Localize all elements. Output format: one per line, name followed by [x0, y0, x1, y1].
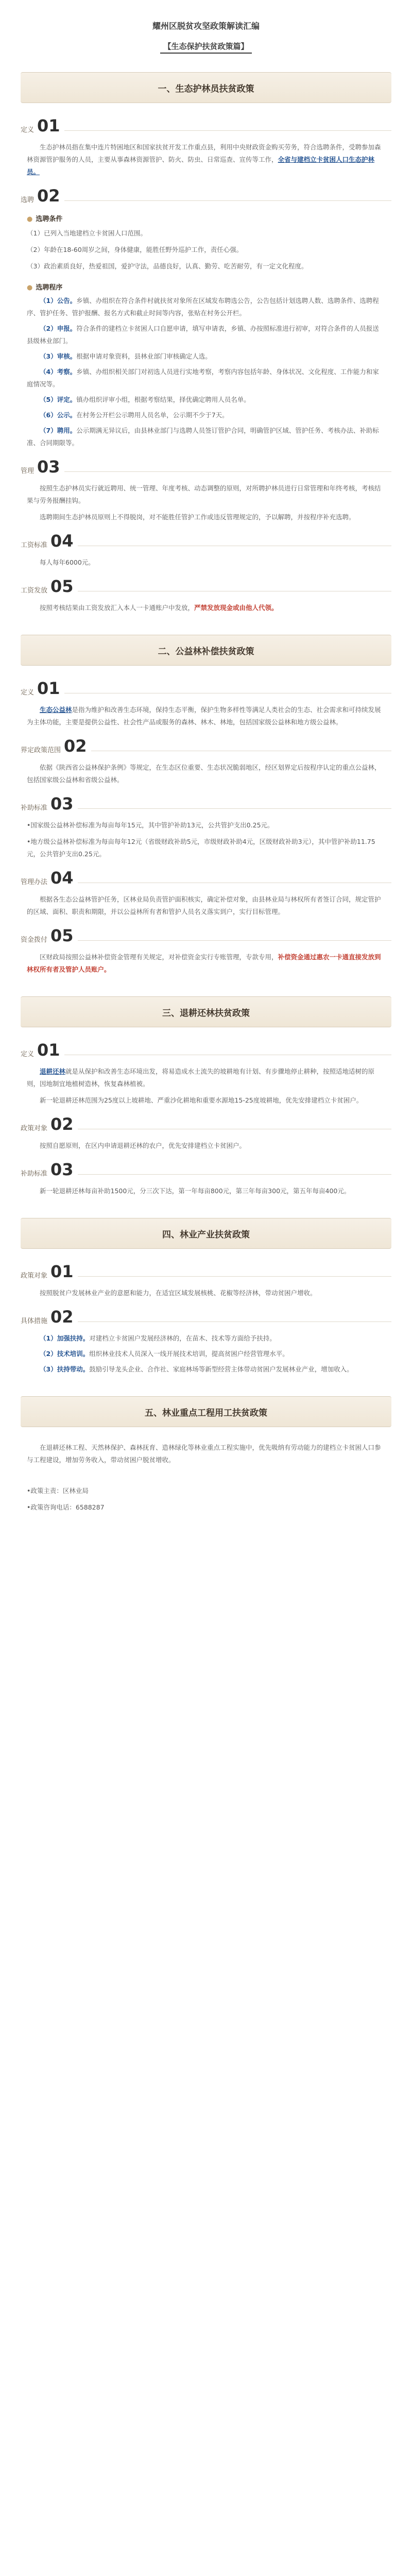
- std-heading: 补助标准 03: [21, 795, 391, 812]
- paragraph: 在退耕还林工程、天然林保护、森林抚育、造林绿化等林业重点工程实施中，优先吸纳有劳动能力的建档立卡贫困人口参与工程建设，增加劳务收入，带动贫困户脱贫增收。: [27, 1444, 381, 1464]
- list-item: （4）考察。乡镇、办组织相关部门对初选人员进行实地考察，考察内容包括年龄、身体状况、文化程度、工作能力和家庭情况等。: [27, 368, 379, 388]
- paragraph: 退耕还林就是从保护和改善生态环境出发，将易造成水土流失的坡耕地有计划、有步骤地停止耕种，按照适地适树的原则，因地制宜地植树造林，恢复森林植被。: [27, 1067, 375, 1088]
- list-item: （2）申报。符合条件的建档立卡贫困人口自愿申请，填写申请表，乡镇、办按照标准进行初审，对符合条件的人员报送县级林业部门。: [27, 325, 379, 345]
- list-item: （3）扶持带动。鼓励引导龙头企业、合作社、家庭林场等新型经营主体带动贫困户发展林业产业，增加收入。: [40, 1365, 353, 1373]
- mgmt-heading: 管理办法 04: [21, 870, 391, 886]
- paragraph: 选聘期间生态护林员原则上不得脱岗，对不能胜任管护工作或违反管理规定的，予以解聘，并按程序补充选聘。: [40, 513, 355, 521]
- section-title: 五、林业重点工程用工扶贫政策: [21, 1396, 391, 1427]
- meas-heading: 具体措施 02: [21, 1309, 391, 1325]
- def-heading: 定义 01: [21, 680, 391, 697]
- paragraph: 按照考核结果由工资发放汇入本人一卡通账户中发放，严禁发放现金或由他人代领。: [40, 604, 278, 612]
- cond-heading: 选聘 02: [21, 188, 391, 204]
- section-forestry-employment: [0, 1396, 412, 1514]
- paragraph: 按照生态护林员实行就近聘用、统一管理、年度考核、动态调整的原则，对所聘护林员进行日常管理和年终考核，考核结果与劳务报酬挂钩。: [27, 484, 381, 504]
- list-item: •地方级公益林补偿标准为每亩每年12元（省级财政补助5元，市级财政补助4元，区级财政补助3元），其中管护补助11.75元，公共管护支出0.25元。: [27, 838, 375, 858]
- paragraph: 按照脱贫户发展林业产业的意愿和能力，在适宜区域发展核桃、花椒等经济林，带动贫困户增收。: [40, 1289, 317, 1297]
- paragraph: 按照自愿原则，在区内申请退耕还林的农户，优先安排建档立卡贫困户。: [40, 1142, 246, 1149]
- obj-heading: 政策对象 01: [21, 1263, 391, 1280]
- pay-heading: 工资发放 05: [21, 578, 391, 595]
- list-item: •国家级公益林补偿标准为每亩每年15元，其中管护补助13元，公共管护支出0.25元。: [27, 821, 274, 829]
- section-title: 四、林业产业扶贫政策: [21, 1218, 391, 1249]
- paragraph: 新一轮退耕还林每亩补助1500元，分三次下达，第一年每亩800元，第三年每亩300元，第五年每亩400元。: [40, 1187, 351, 1195]
- mgmt-heading: 管理 03: [21, 459, 391, 475]
- list-item: （2）技术培训。组织林业技术人员深入一线开展技术培训，提高贫困户经营管理水平。: [40, 1350, 289, 1358]
- page-subtitle: 【生态保护扶贫政策篇】: [0, 41, 412, 52]
- paragraph: 依据《陕西省公益林保护条例》等规定，在生态区位重要、生态状况脆弱地区，经区划界定后按程序认定的重点公益林，包括国家级公益林和省级公益林。: [27, 764, 381, 784]
- paragraph: 生态公益林是指为维护和改善生态环境，保持生态平衡，保护生物多样性等满足人类社会的生态、社会需求和可持续发展为主体功能，主要是提供公益性、社会性产品或服务的森林、林木、林地，包括国家级公益林和地方级公益林。: [27, 706, 381, 726]
- section-public-forest: [0, 635, 412, 976]
- list-item: （7）聘用。公示期满无异议后，由县林业部门与选聘人员签订管护合同，明确管护区域、管护任务、考核办法、补助标准、合同期限等。: [27, 427, 379, 447]
- paragraph: 每人每年6000元。: [40, 558, 95, 566]
- scope-heading: 界定政策范围 02: [21, 738, 391, 754]
- page-title: 耀州区脱贫攻坚政策解读汇编: [152, 21, 260, 31]
- list-item: （3）政治素质良好，热爱祖国，爱护守法，品德良好，认真、勤劳、吃苦耐劳，有一定文化程度。: [27, 262, 308, 270]
- list-item: （5）评定。镇办组织评审小组，根据考察结果，择优确定聘用人员名单。: [40, 396, 250, 403]
- section-title: 三、退耕还林扶贫政策: [21, 996, 391, 1027]
- section-return-farmland: [0, 996, 412, 1197]
- def-heading: 定义 01: [21, 1042, 391, 1058]
- list-item: （3）审核。根据申请对象资料，县林业部门审核确定人选。: [40, 352, 212, 360]
- list-item: （1）已列入当地建档立卡贫困人口范围。: [27, 229, 147, 237]
- responsible-unit: •政策主责：区林业局: [27, 1487, 89, 1495]
- list-item: （6）公示。在村务公开栏公示聘用人员名单，公示期不少于7天。: [40, 411, 229, 419]
- section-title: 二、公益林补偿扶贫政策: [21, 635, 391, 666]
- def-text: 生态护林员指在集中连片特困地区和国家扶贫开发工作重点县，利用中央财政资金购买劳务，符合选聘条件，受聘参加森林资源管护服务的人员，主要从事森林资源管护、防火、防虫、日常巡查、宣传等工作，全省与建档立卡贫困人口生态护林员。: [27, 143, 381, 176]
- std-heading: 工资标准 04: [21, 533, 391, 549]
- list-item: （1）加强扶持。对建档立卡贫困户发展经济林的，在苗木、技术等方面给予扶持。: [40, 1334, 276, 1342]
- obj-heading: 政策对象 02: [21, 1116, 391, 1132]
- paragraph: 区财政局按照公益林补偿资金管理有关规定，对补偿资金实行专账管理，专款专用，补偿资金通过惠农一卡通直接发放到林权所有者及管护人员账户。: [27, 953, 381, 973]
- def-heading: 定义 01: [21, 117, 391, 134]
- consult-phone: •政策咨询电话：6588287: [27, 1503, 105, 1511]
- sub-heading: ● 选聘程序: [27, 282, 385, 292]
- std-heading: 补助标准 03: [21, 1161, 391, 1178]
- section-forest-ranger: [0, 72, 412, 614]
- sub-heading: ● 选聘条件: [27, 213, 385, 223]
- section-forestry-industry: [0, 1218, 412, 1376]
- section-title: 一、生态护林员扶贫政策: [21, 72, 391, 103]
- list-item: （1）公告。乡镇、办组织在符合条件村就扶贫对象所在区域发布聘选公告，公告包括计划选聘人数、选聘条件、选聘程序、管护任务、管护报酬、报名方式和截止时间等内容，张贴在村务公开栏。: [27, 297, 379, 317]
- paragraph: 新一轮退耕还林范围为25度以上坡耕地、严重沙化耕地和重要水源地15-25度坡耕地，优先安排建档立卡贫困户。: [40, 1096, 363, 1104]
- paragraph: 根据各生态公益林管护任务，区林业局负责管护面积核实，确定补偿对象，由县林业局与林权所有者签订合同，规定管护的区域、面积、职责和期限，并以公益林所有者和管护人员名义落实到户，实行目标管理。: [27, 895, 381, 916]
- list-item: （2）年龄在18-60周岁之间，身体健康，能胜任野外巡护工作，责任心强。: [27, 246, 243, 253]
- fund-heading: 资金拨付 05: [21, 927, 391, 944]
